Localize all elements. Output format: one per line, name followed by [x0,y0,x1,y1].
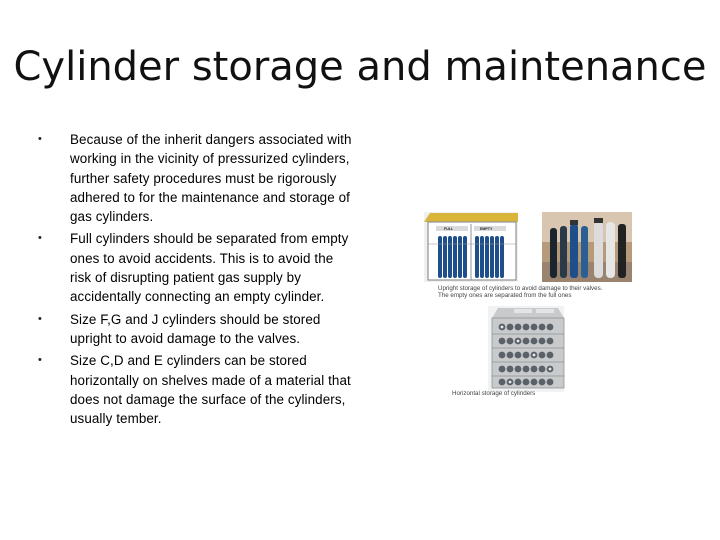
slide-title: Cylinder storage and maintenance [13,44,707,90]
empty-label: EMPTY [480,227,493,231]
bullet-dot: • [38,354,42,367]
upright-caption-line1: Upright storage of cylinders to avoid damage to their valves. [438,285,603,292]
bullet-item [38,351,358,428]
horizontal-caption: Horizontal storage of cylinders [452,390,536,397]
bullet-dot: • [38,312,42,325]
bullet-item [38,229,358,306]
bullet-text: Size F,G and J cylinders should be stored upright to avoid damage to the valves. [70,311,321,346]
bullet-text: Full cylinders should be separated from empty ones to avoid accidents. This is to avoid the risk of disrupting patient gas supply by accidentally connecting an empty cylinder. [70,231,349,305]
bullet-item [38,130,358,226]
cylinders-photo [542,212,632,282]
bullet-dot: • [38,133,42,145]
bullet-text: Size C,D and E cylinders can be stored horizontally on shelves made of a material that does not damage the surface of the cylinders, usually tember. [70,353,351,427]
upright-storage-cage-image [424,212,518,282]
bullet-list [38,130,358,431]
full-label: FULL [444,227,454,231]
cylinder-storage-figure [418,210,634,406]
bullet-dot: • [38,232,42,245]
upright-caption-line2: The empty ones are separated from the full ones [438,292,572,299]
bullet-item [38,310,358,349]
bullet-text: Because of the inherit dangers associated with working in the vicinity of pressurized cylinders, further safety procedures must be rigorously adhered to for the maintenance and storage of gas cylinders. [70,132,352,225]
horizontal-storage-rack-image [488,306,564,392]
